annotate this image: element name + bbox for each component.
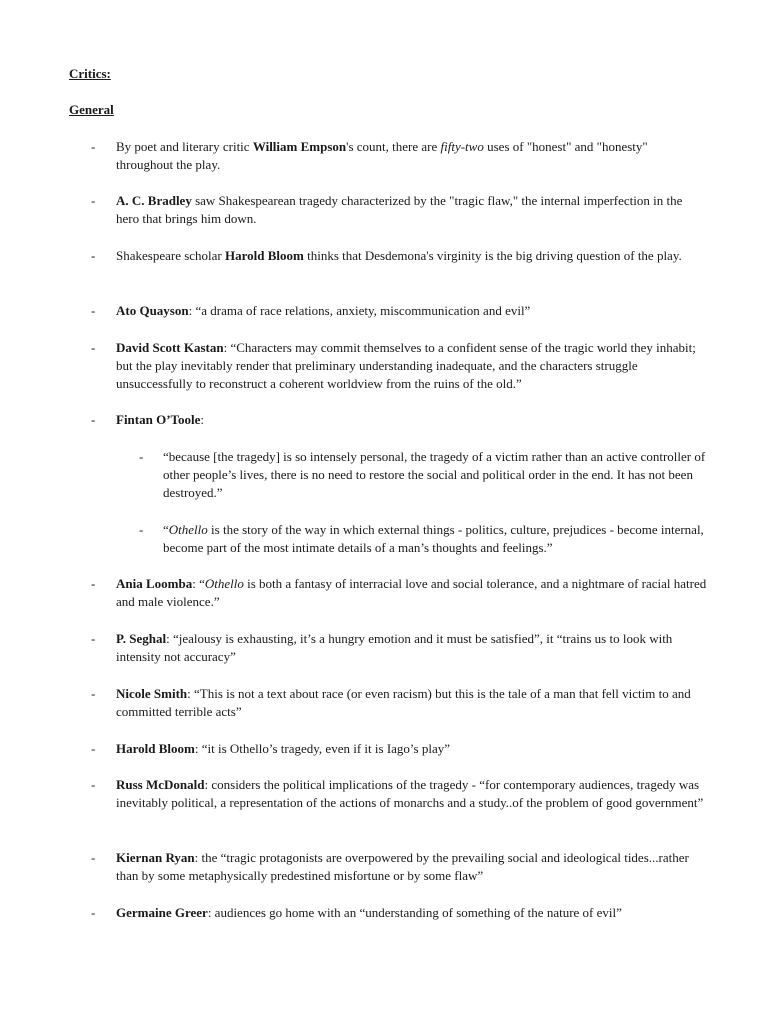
bullet-dash: - — [91, 139, 96, 154]
bullet-dash: - — [139, 449, 144, 464]
entry-text — [116, 685, 707, 721]
entry-text: “because [the tragedy] is so intensely personal, the tragedy of a victim rather than an active controller of other people’s lives, there is no need to restore the social and political order in the end. It has not been destroyed.” — [163, 449, 706, 500]
critic-name: David Scott Kastan — [116, 340, 224, 355]
entry-text — [116, 575, 707, 611]
bullet-dash: - — [139, 522, 144, 537]
entry-body: : the “tragic protagonists are overpowered by the prevailing social and ideological tides...rather than by some metaphysically predestined misfortune or by some flaw” — [116, 850, 689, 883]
entry-text — [116, 138, 707, 174]
entry-body: : “This is not a text about race (or even racism) but this is the tale of a man that fell victim to and committed terrible acts” — [116, 686, 691, 719]
bullet-dash: - — [91, 631, 96, 646]
entry-bradley — [91, 192, 707, 228]
entry-body: : audiences go home with an “understanding of something of the nature of evil” — [207, 905, 622, 920]
entry-seghal — [91, 630, 707, 666]
entry-otoole — [91, 411, 707, 429]
entry-body: is both a fantasy of interracial love and social tolerance, and a nightmare of racial hatred and male violence.” — [116, 576, 707, 609]
entry-text — [116, 904, 707, 922]
entry-loomba — [91, 575, 707, 611]
bullet-dash: - — [91, 576, 96, 591]
emphasis: fifty-two — [440, 139, 484, 154]
entry-body: : “it is Othello’s tragedy, even if it is Iago’s play” — [194, 741, 450, 756]
bullet-dash: - — [91, 777, 96, 792]
entry-bloom-1 — [91, 247, 707, 265]
critic-name: William Empson — [252, 139, 347, 154]
critic-name: Russ McDonald — [116, 777, 205, 792]
critic-name: A. C. Bradley — [116, 193, 192, 208]
bullet-dash: - — [91, 686, 96, 701]
entry-greer — [91, 904, 707, 922]
entry-text — [116, 411, 707, 429]
bullet-dash: - — [91, 303, 96, 318]
entry-text — [116, 192, 707, 228]
entry-kastan — [91, 339, 707, 393]
entry-empson — [91, 138, 707, 174]
entry-body: : “jealousy is exhausting, it’s a hungry emotion and it must be satisfied”, it “trains us to look with intensity not accuracy” — [116, 631, 673, 664]
critic-name: Ato Quayson — [116, 303, 189, 318]
entry-prefix: Shakespeare scholar — [116, 248, 226, 263]
entry-body: saw Shakespearean tragedy characterized by the "tragic flaw," the internal imperfection in the hero that brings him down. — [116, 193, 683, 226]
entry-text — [116, 630, 707, 666]
bullet-dash: - — [91, 412, 96, 427]
entry-text — [116, 247, 707, 265]
entry-prefix: “ — [163, 522, 169, 537]
emphasis: Othello — [168, 522, 208, 537]
subentry-otoole-2 — [139, 521, 707, 557]
bullet-dash: - — [91, 850, 96, 865]
entry-bloom-2 — [91, 740, 707, 758]
bullet-dash: - — [91, 248, 96, 263]
bullet-dash: - — [91, 905, 96, 920]
entry-prefix: By poet and literary critic — [116, 139, 253, 154]
entry-middle: 's count, there are — [346, 139, 441, 154]
critic-name: Ania Loomba — [116, 576, 193, 591]
entry-mcdonald — [91, 776, 707, 812]
bullet-dash: - — [91, 193, 96, 208]
entry-text — [116, 740, 707, 758]
entry-middle: : “ — [192, 576, 205, 591]
entry-text — [163, 521, 707, 557]
subentry-otoole-1 — [139, 448, 707, 502]
entry-body: : “Characters may commit themselves to a confident sense of the tragic world they inhabit; but the play inevitably render that preliminary understanding inadequate, and the characters struggle unsuccessfully to reconstruct a coherent worldview from the ruins of the old.” — [116, 340, 696, 391]
critic-name: Kiernan Ryan — [116, 850, 195, 865]
critic-name: Fintan O’Toole — [116, 412, 201, 427]
bullet-dash: - — [91, 741, 96, 756]
entry-smith — [91, 685, 707, 721]
entry-ryan — [91, 849, 707, 885]
emphasis: Othello — [204, 576, 244, 591]
entry-body: : “a drama of race relations, anxiety, miscommunication and evil” — [188, 303, 531, 318]
entry-text — [116, 339, 707, 393]
critic-name: P. Seghal — [116, 631, 167, 646]
bullet-dash: - — [91, 340, 96, 355]
critic-name: Harold Bloom — [225, 248, 304, 263]
entry-body: uses of "honest" and "honesty" throughout the play. — [116, 139, 648, 172]
critic-name: Germaine Greer — [116, 905, 208, 920]
entry-quayson — [91, 302, 707, 320]
general-heading: General — [69, 102, 114, 117]
critic-name: Nicole Smith — [116, 686, 188, 701]
entry-body: thinks that Desdemona's virginity is the big driving question of the play. — [303, 248, 682, 263]
entry-body: : — [200, 412, 205, 427]
entry-body: : considers the political implications of the tragedy - “for contemporary audiences, tragedy was inevitably political, a representation of the actions of monarchs and a study..of the problem of good government” — [116, 777, 704, 810]
entry-text — [116, 302, 707, 320]
entry-body: is the story of the way in which external things - politics, culture, prejudices - become internal, become part of the most intimate details of a man’s thoughts and feelings.” — [163, 522, 704, 555]
entry-text — [116, 849, 707, 885]
critic-name: Harold Bloom — [116, 741, 195, 756]
critics-heading: Critics: — [69, 66, 111, 81]
entry-text — [116, 776, 707, 812]
